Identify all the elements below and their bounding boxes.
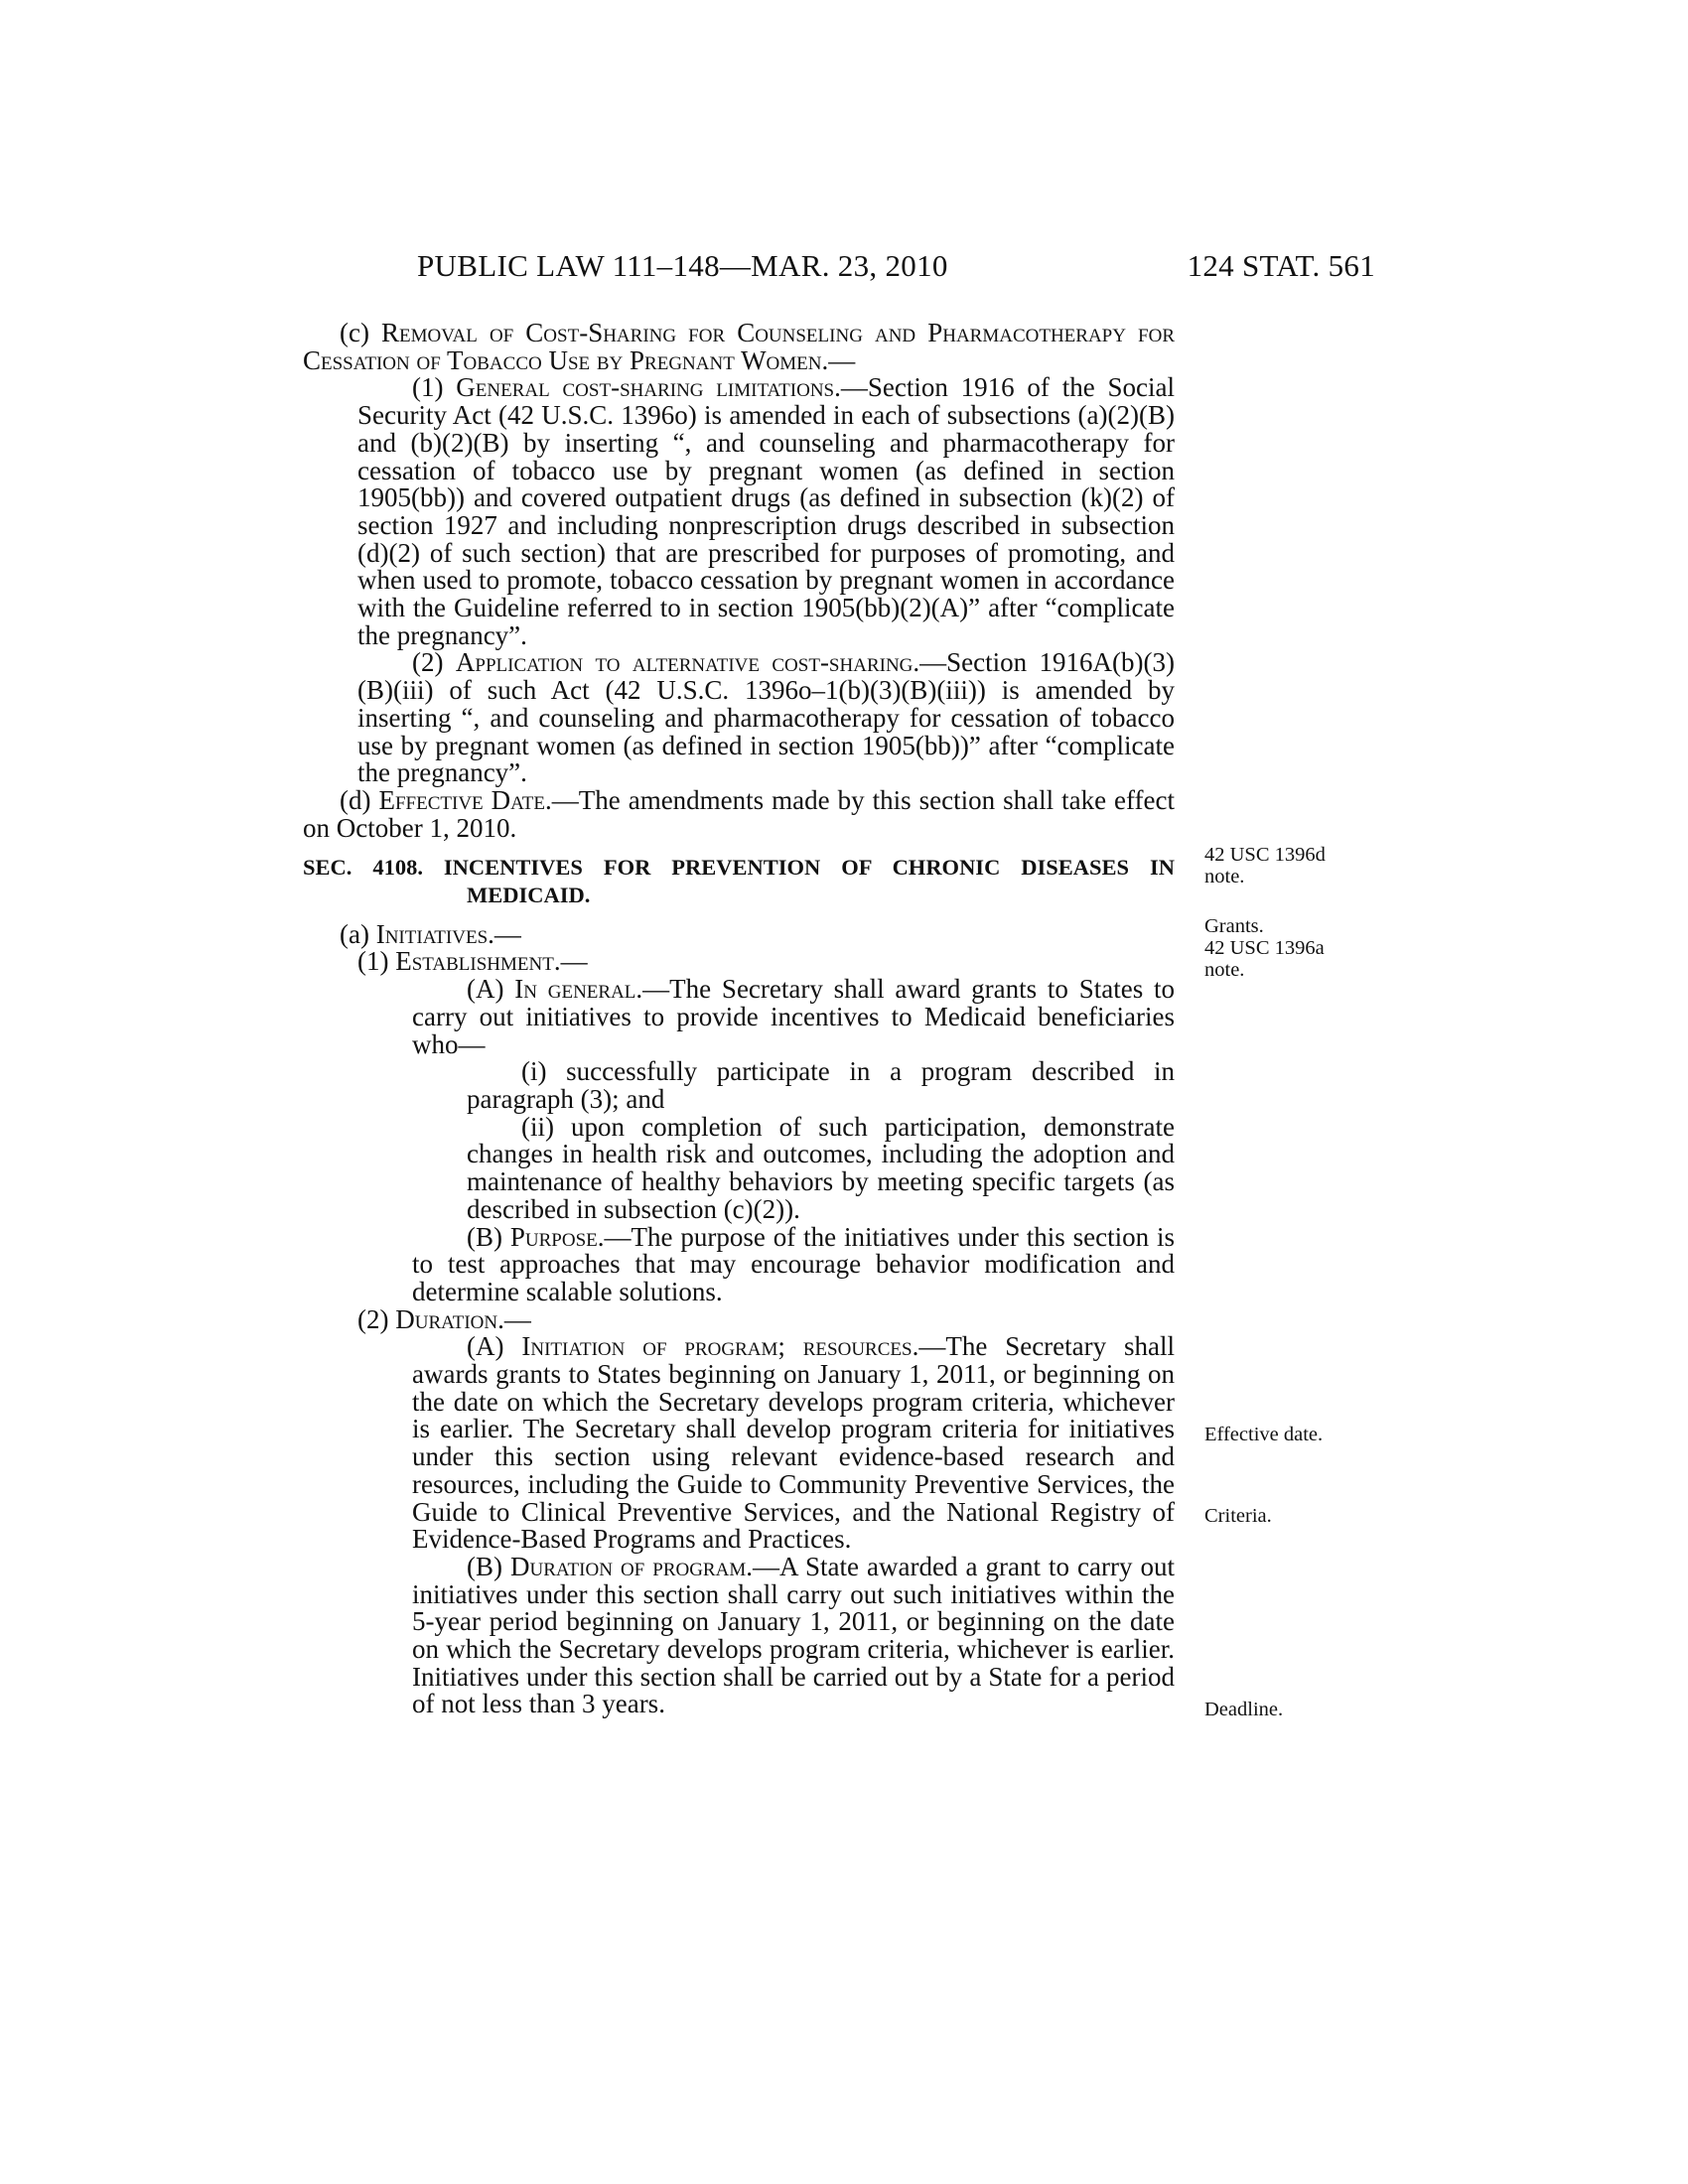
paragraph-c1-heading: General cost-sharing limitations.— <box>456 372 868 403</box>
subsection-c-label: (c) <box>340 318 369 347</box>
subparagraph-a1B-text: The purpose of the initiatives under this section is to test approaches that may encourage behavior modification and determine scalable solutions. <box>412 1221 1175 1306</box>
paragraph-a2-label: (2) <box>357 1303 389 1334</box>
subparagraph-a2A-label: (A) <box>467 1331 504 1362</box>
paragraph-c1-label: (1) <box>412 372 444 403</box>
paragraph-c2 <box>303 649 1175 787</box>
margin-note-line: note. <box>1204 959 1245 981</box>
paragraph-c2-text: Section 1916A(b)(3)(B)(iii) of such Act (42 U.S.C. 1396o–1(b)(3)(B)(iii)) is amended by inserting “, and counseling and pharmacotherapy for cessation of tobacco use by pregnant women (as defined in section 1905(bb))” after “complicate the pregnancy”. <box>357 647 1175 788</box>
subparagraph-a2B <box>303 1551 1175 1719</box>
subparagraph-a1A <box>303 976 1175 1058</box>
clause-a1Ai: (i) successfully participate in a program described in paragraph (3); and <box>467 1056 1175 1114</box>
subparagraph-a2A-text: The Secretary shall awards grants to States beginning on January 1, 2011, or beginning on the date on which the Secretary develops program criteria, whichever is earlier. The Secretary shall develop program criteria for initiatives under this section using relevant evidence-based research and resources, including the Guide to Community Preventive Services, the Guide to Clinical Preventive Services, and the National Registry of Evidence-Based Programs and Practices. <box>412 1331 1176 1555</box>
margin-note-line: 42 USC 1396d <box>1204 844 1326 866</box>
header-stat-page: 124 STAT. 561 <box>1187 248 1375 283</box>
header-public-law: PUBLIC LAW 111–148—MAR. 23, 2010 <box>417 248 948 283</box>
subparagraph-a2B-text: A State awarded a grant to carry out initiatives under this section shall carry out such initiatives within the 5-year period beginning on January 1, 2011, or beginning on the date on which the Secretary develops program criteria, whichever is earlier. Initiatives under this section shall be carried out by a State for a period of not less than 3 years. <box>412 1551 1175 1719</box>
margin-note-line: 42 USC 1396a <box>1204 937 1325 959</box>
paragraph-c1 <box>303 374 1175 649</box>
subparagraph-a2B-label: (B) <box>467 1551 502 1581</box>
subsection-a-label: (a) <box>340 918 369 949</box>
paragraph-c1-text: Section 1916 of the Social Security Act (42 U.S.C. 1396o) is amended in each of subsections (a)(2)(B) and (b)(2)(B) by inserting “, and counseling and pharmacotherapy for cessation of tobacco use by pregnant women (as defined in section 1905(bb)) and covered outpatient drugs (as defined in subsection (k)(2) of section 1927 and including nonprescription drugs described in subsection (d)(2) of such section) that are prescribed for purposes of promoting, and when used to promote, tobacco cessation by pregnant women in accordance with the Guideline referred to in section 1905(bb)(2)(A)” after “complicate the pregnancy”. <box>357 372 1175 650</box>
paragraph-c2-heading: Application to alternative cost-sharing.— <box>455 647 947 678</box>
margin-note-criteria: Criteria. <box>1204 1505 1272 1527</box>
subsection-a-heading <box>303 918 1175 949</box>
subparagraph-a2A <box>303 1333 1175 1554</box>
subsection-d-text: The amendments made by this section shall take effect on October 1, 2010. <box>303 784 1176 843</box>
paragraph-a2-title: Duration.— <box>395 1303 531 1334</box>
margin-note-grants <box>1204 915 1325 981</box>
subparagraph-a2A-heading: Initiation of program; resources.— <box>521 1331 946 1362</box>
subsection-d-label: (d) <box>340 784 371 815</box>
section-4108-heading: SEC. 4108. INCENTIVES FOR PREVENTION OF CHRONIC DISEASES IN MEDICAID. <box>303 855 1175 908</box>
margin-note-line: Grants. <box>1204 915 1264 937</box>
subparagraph-a1B-label: (B) <box>467 1221 502 1252</box>
clause-a1Aii: (ii) upon completion of such participation, demonstrate changes in health risk and outcomes, including the adoption and maintenance of healthy behaviors by meeting specific targets (as described in subsection (c)(2)). <box>467 1111 1175 1224</box>
running-header <box>417 248 1375 288</box>
paragraph-a2-heading <box>303 1303 1175 1334</box>
document-body <box>303 320 1175 1718</box>
subparagraph-a1A-text: The Secretary shall award grants to States to carry out initiatives to provide incentives to Medicaid beneficiaries who— <box>412 974 1175 1059</box>
subparagraph-a1B <box>303 1221 1175 1306</box>
paragraph-a1-title: Establishment.— <box>395 946 588 977</box>
margin-note-line: note. <box>1204 866 1245 887</box>
subparagraph-a1A-heading: In general.— <box>514 974 670 1005</box>
subsection-d-heading: Effective Date.— <box>378 784 579 815</box>
paragraph-a1-label: (1) <box>357 946 389 977</box>
paragraph-c2-label: (2) <box>412 647 444 678</box>
subsection-c-heading <box>303 320 1175 374</box>
subsection-d <box>303 784 1176 843</box>
margin-note-effective-date: Effective date. <box>1204 1424 1324 1445</box>
subparagraph-a1A-label: (A) <box>467 974 504 1005</box>
subsection-c-title: Removal of Cost-Sharing for Counseling and Pharmacotherapy for Cessation of Tobacco Use by Pregnant Women.— <box>303 318 1175 375</box>
margin-note-deadline: Deadline. <box>1204 1699 1284 1720</box>
margin-note-usc-1396d <box>1204 844 1326 887</box>
subparagraph-a1B-heading: Purpose.— <box>509 1221 632 1252</box>
subsection-a-title: Initiatives.— <box>375 918 521 949</box>
subparagraph-a2B-heading: Duration of program.— <box>510 1551 779 1581</box>
paragraph-a1-heading <box>303 948 1175 976</box>
